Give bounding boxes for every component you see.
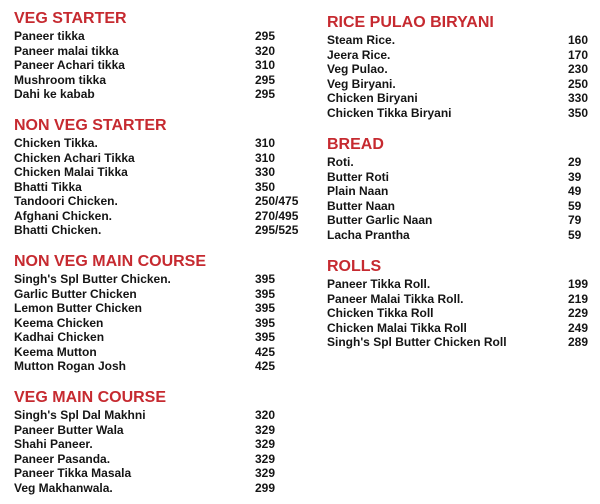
item-price: 49 (568, 184, 582, 198)
item-name: Singh's Spl Butter Chicken. (14, 272, 171, 286)
menu-item (327, 199, 597, 214)
menu-item (327, 48, 597, 63)
item-name: Chicken Tikka Biryani (327, 105, 452, 120)
item-price: 329 (255, 422, 276, 437)
item-price: 79 (568, 213, 582, 227)
item-price: 310 (255, 58, 276, 72)
menu-item (14, 272, 294, 287)
menu-item (14, 73, 294, 88)
item-price: 395 (255, 301, 276, 315)
menu-item (327, 277, 597, 292)
item-name: Paneer Malai Tikka Roll. (327, 291, 464, 306)
menu-item (327, 292, 597, 307)
section-heading: VEG MAIN COURSE (14, 389, 167, 406)
section-heading: NON VEG MAIN COURSE (14, 253, 207, 270)
item-price: 425 (255, 344, 276, 359)
item-name: Shahi Paneer. (14, 437, 93, 451)
item-price: 249 (568, 320, 589, 335)
section-heading: ROLLS (327, 258, 382, 275)
menu-item (327, 91, 597, 106)
item-price: 250/475 (255, 194, 299, 208)
item-name: Veg Biryani. (327, 76, 396, 91)
menu-item (327, 170, 597, 185)
menu-item (14, 223, 299, 238)
menu-item (14, 287, 294, 302)
menu-item (327, 306, 597, 321)
item-name: Chicken Achari Tikka (14, 150, 135, 165)
item-name: Keema Mutton (14, 344, 97, 359)
item-name: Roti. (327, 155, 354, 169)
item-price: 330 (255, 165, 276, 179)
menu-item (14, 136, 294, 151)
item-price: 350 (255, 179, 276, 194)
menu-item (327, 335, 597, 350)
item-price: 295 (255, 29, 276, 43)
menu-section-veg-main-course (14, 389, 294, 495)
menu-item (327, 106, 597, 121)
menu-item (14, 345, 294, 360)
item-price: 295 (255, 87, 276, 101)
menu-item (327, 213, 597, 228)
item-name: Lemon Butter Chicken (14, 301, 143, 315)
menu-item (327, 228, 597, 243)
item-name: Kadhai Chicken (14, 330, 105, 344)
menu-item (14, 452, 294, 467)
menu-item (14, 437, 294, 452)
menu-item (14, 466, 294, 481)
item-name: Paneer malai tikka (14, 43, 119, 58)
item-name: Bhatti Chicken. (14, 223, 102, 237)
item-price: 329 (255, 451, 276, 466)
item-name: Butter Garlic Naan (327, 213, 433, 227)
item-name: Veg Makhanwala. (14, 480, 113, 495)
menu-item (14, 359, 294, 374)
item-price: 320 (255, 408, 276, 422)
item-price: 310 (255, 150, 276, 165)
item-name: Afghani Chicken. (14, 208, 113, 223)
item-price: 329 (255, 466, 276, 480)
menu-section-rolls (327, 258, 597, 350)
item-price: 329 (255, 437, 276, 451)
item-price: 395 (255, 286, 276, 301)
item-name: Paneer Achari tikka (14, 58, 125, 72)
menu-item (327, 33, 597, 48)
item-price: 295 (255, 72, 276, 87)
item-price: 199 (568, 277, 589, 291)
item-name: Veg Pulao. (327, 62, 388, 76)
menu-item (14, 44, 294, 59)
item-name: Chicken Malai Tikka (14, 165, 128, 179)
item-price: 250 (568, 76, 589, 91)
menu-item (14, 208, 299, 224)
menu-item (327, 77, 597, 92)
item-price: 395 (255, 330, 276, 344)
item-name: Chicken Tikka. (14, 136, 98, 150)
item-price: 395 (255, 315, 276, 330)
item-name: Chicken Tikka Roll (327, 306, 434, 320)
item-price: 270/495 (255, 208, 299, 223)
item-price: 39 (568, 169, 582, 184)
section-heading: NON VEG STARTER (14, 117, 167, 134)
section-heading: VEG STARTER (14, 10, 127, 27)
item-price: 395 (255, 272, 276, 286)
item-name: Tandoori Chicken. (14, 194, 118, 208)
item-name: Dahi ke kabab (14, 87, 95, 101)
menu-item (14, 408, 294, 423)
menu-section-non-veg-main-course (14, 253, 294, 374)
section-heading: RICE PULAO BIRYANI (327, 14, 494, 31)
menu-item (14, 316, 294, 331)
item-price: 295/525 (255, 223, 299, 237)
menu-item (14, 330, 294, 345)
item-price: 160 (568, 33, 589, 47)
item-name: Lacha Prantha (327, 227, 410, 242)
item-price: 289 (568, 335, 589, 349)
menu-item (327, 62, 597, 77)
menu-item (14, 87, 294, 102)
menu-item (14, 58, 294, 73)
menu-section-non-veg-starter (14, 117, 299, 238)
item-name: Chicken Biryani (327, 91, 418, 105)
item-price: 299 (255, 480, 276, 495)
item-name: Mutton Rogan Josh (14, 359, 126, 373)
item-name: Paneer Pasanda. (14, 451, 111, 466)
item-name: Paneer tikka (14, 29, 85, 43)
menu-section-rice-pulao-biryani (327, 14, 597, 120)
menu-section-veg-starter (14, 10, 294, 102)
menu-item (14, 194, 299, 209)
menu-item (14, 423, 294, 438)
item-price: 229 (568, 306, 589, 320)
item-name: Singh's Spl Dal Makhni (14, 408, 146, 422)
item-price: 230 (568, 62, 589, 76)
item-price: 350 (568, 105, 589, 120)
item-name: Jeera Rice. (327, 47, 391, 62)
item-price: 59 (568, 227, 582, 242)
item-name: Paneer Tikka Roll. (327, 277, 431, 291)
item-name: Garlic Butter Chicken (14, 286, 137, 301)
item-name: Butter Roti (327, 169, 389, 184)
menu-item (14, 481, 294, 496)
item-price: 170 (568, 47, 589, 62)
item-price: 29 (568, 155, 582, 169)
item-name: Paneer Butter Wala (14, 422, 124, 437)
item-name: Chicken Malai Tikka Roll (327, 320, 467, 335)
item-price: 219 (568, 291, 589, 306)
item-name: Singh's Spl Butter Chicken Roll (327, 335, 507, 349)
menu-item (327, 321, 597, 336)
item-price: 330 (568, 91, 589, 105)
menu-item (327, 155, 597, 170)
menu-item (14, 165, 294, 180)
item-name: Plain Naan (327, 184, 389, 198)
item-name: Steam Rice. (327, 33, 396, 47)
item-price: 59 (568, 198, 582, 213)
menu-section-bread (327, 136, 597, 242)
menu-item (14, 180, 294, 195)
item-name: Butter Naan (327, 198, 396, 213)
item-name: Bhatti Tikka (14, 179, 82, 194)
menu-item (14, 301, 294, 316)
item-price: 310 (255, 136, 276, 150)
menu-item (14, 29, 294, 44)
item-name: Paneer Tikka Masala (14, 466, 132, 480)
item-price: 320 (255, 43, 276, 58)
item-name: Mushroom tikka (14, 72, 107, 87)
item-price: 425 (255, 359, 276, 373)
item-name: Keema Chicken (14, 315, 104, 330)
menu-item (14, 151, 294, 166)
menu-item (327, 184, 597, 199)
section-heading: BREAD (327, 136, 384, 153)
